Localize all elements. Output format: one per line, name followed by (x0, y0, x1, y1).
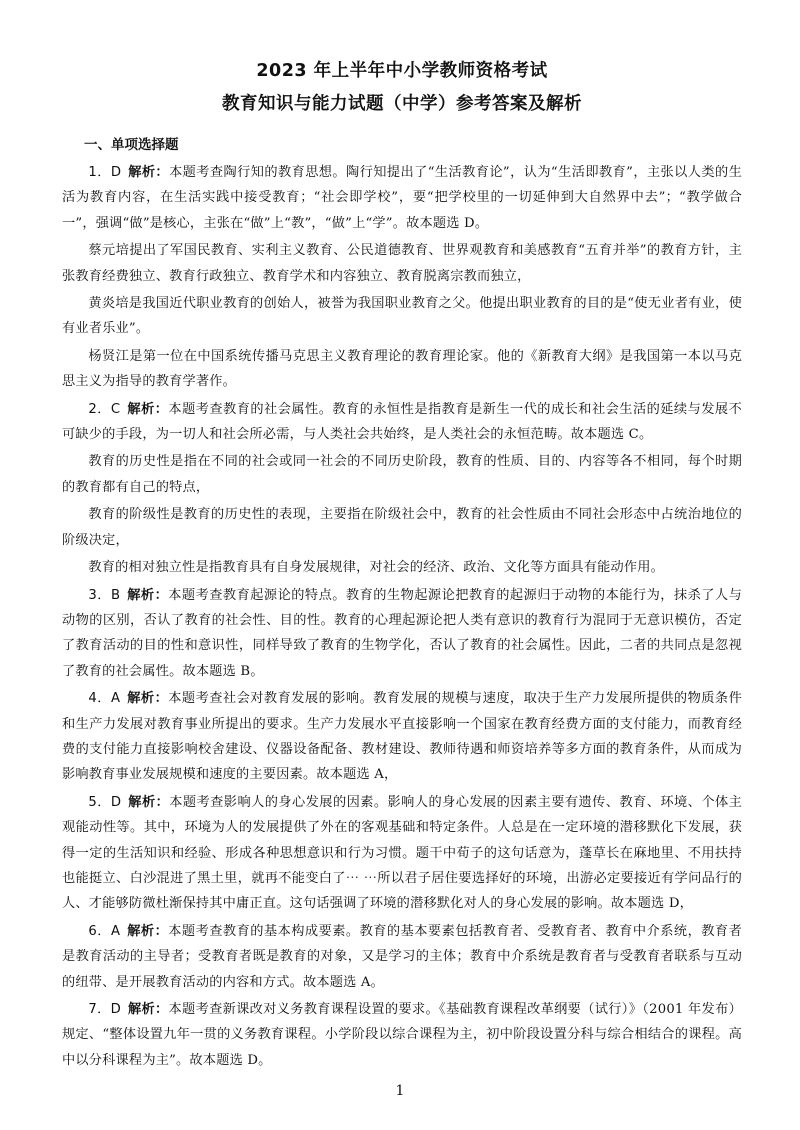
analysis-tag: 解析： (126, 691, 169, 707)
paragraph-text: 黄炎培是我国近代职业教育的创始人，被誉为我国职业教育之父。他提出职业教育的目的是“使无业者有业，使有业者乐业”。 (62, 296, 742, 337)
explanation-paragraph (62, 238, 742, 289)
answer-paragraphs (62, 160, 742, 1073)
paragraph-text: 本题考查教育的社会属性。教育的永恒性是指教育是新生一代的成长和社会生活的延续与发展不可缺少的手段，为一切人和社会所必需，与人类社会共始终，是人类社会的永恒范畴。故本题选 C。 (62, 401, 742, 443)
answer-letter: D (110, 794, 122, 810)
question-number: 5． (88, 794, 111, 810)
analysis-tag: 解析： (127, 165, 170, 180)
answer-paragraph (62, 997, 742, 1073)
answer-letter: B (110, 587, 121, 603)
answer-paragraph (62, 160, 742, 236)
paragraph-text: 教育的相对独立性是指教育具有自身发展规律，对社会的经济、政治、文化等方面具有能动作用。 (88, 560, 665, 576)
paragraph-text: 本题考查影响人的身心发展的因素。影响人的身心发展的因素主要有遗传、教育、环境、个体主观能动性等。其中，环境为人的发展提供了外在的客观基础和特定条件。人总是在一定环境的潜移默化下发展，获得一定的生活知识和经验、形成各种思想意识和行为习惯。题干中荀子的这句话意为，蓬草长在麻地里、不用扶持也能挺立、白沙混进了黑土里，就再不能变白了⋯ ⋯所以君子居住要选择好的环境，出游必定要接近有学问品行的人、才能够防微杜渐保持其中庸正直。这句话强调了环境的潜移默化对人的身心发展的影响。故本题选 D， (62, 794, 742, 912)
paragraph-text: 蔡元培提出了军国民教育、实利主义教育、公民道德教育、世界观教育和美感教育“五育并举”的教育方针，主张教育经费独立、教育行政独立、教育学术和内容独立、教育脱离宗教而独立， (62, 243, 742, 284)
explanation-paragraph (62, 502, 742, 553)
analysis-tag: 解析： (127, 1002, 169, 1017)
paragraph-text: 教育的阶级性是教育的历史性的表现，主要指在阶级社会中，教育的社会性质由不同社会形态中占统治地位的阶级决定， (62, 507, 742, 548)
analysis-tag: 解析： (126, 587, 169, 603)
explanation-paragraph (62, 449, 742, 500)
document-title-line1: 2023 年上半年中小学教师资格考试 (256, 61, 548, 81)
answer-paragraph (62, 583, 742, 685)
answer-paragraph (62, 397, 742, 448)
analysis-tag: 解析： (126, 923, 169, 939)
explanation-paragraph (62, 344, 742, 395)
question-number: 4． (88, 691, 111, 707)
paragraph-text: 杨贤江是第一位在中国系统传播马克思主义教育理论的教育理论家。他的《新教育大纲》是我国第一本以马克思主义为指导的教育学著作。 (62, 348, 742, 390)
answer-paragraph (62, 686, 742, 788)
question-number: 7． (88, 1002, 111, 1017)
paragraph-text: 本题考查新课改对义务教育课程设置的要求。《基础教育课程改革纲要（试行）》（2001 年发布）规定、“整体设置九年一贯的义务教育课程。小学阶段以综合课程为主，初中阶段设置分科与综合相结合的课程。高中以分科课程为主”。故本题选 D。 (62, 1002, 742, 1068)
answer-letter: A (110, 691, 121, 707)
answer-letter: D (110, 1002, 122, 1017)
explanation-paragraph (62, 291, 742, 342)
question-number: 1． (88, 165, 111, 180)
answer-letter: C (110, 401, 121, 417)
document-title-line2: 教育知识与能力试题（中学）参考答案及解析 (222, 94, 582, 114)
paragraph-text: 本题考查教育的基本构成要素。教育的基本要素包括教育者、受教育者、教育中介系统，教育者是教育活动的主导者；受教育者既是教育的对象，又是学习的主体；教育中介系统是教育者与受教育者联系与互动的纽带、是开展教育活动的内容和方式。故本题选 A。 (62, 923, 742, 990)
question-number: 3． (88, 587, 111, 603)
paragraph-text: 本题考查社会对教育发展的影响。教育发展的规模与速度，取决于生产力发展所提供的物质条件和生产力发展对教育事业所提出的要求。生产力发展水平直接影响一个国家在教育经费方面的支付能力，而教育经费的支付能力直接影响校舍建设、仪器设备配备、教材建设、教师待遇和师资培养等多方面的教育条件，从而成为影响教育事业发展规模和速度的主要因素。故本题选 A， (62, 691, 742, 783)
paragraph-text: 本题考查教育起源论的特点。教育的生物起源论把教育的起源归于动物的本能行为，抹杀了人与动物的区别，否认了教育的社会性、目的性。教育的心理起源论把人类有意识的教育行为混同于无意识模仿，否定了教育活动的目的性和意识性，同样导致了教育的生物学化，否认了教育的社会属性。因此，二者的共同点是忽视了教育的社会属性。故本题选 B。 (62, 587, 742, 679)
explanation-paragraph (62, 555, 742, 580)
answer-letter: A (110, 923, 121, 939)
answer-letter: D (110, 165, 122, 180)
question-number: 2． (88, 401, 111, 417)
analysis-tag: 解析： (127, 401, 169, 417)
answer-paragraph (62, 790, 742, 917)
section-heading: 一、单项选择题 (84, 137, 179, 153)
paragraph-text: 教育的历史性是指在不同的社会或同一社会的不同历史阶段，教育的性质、目的、内容等各不相同，每个时期的教育都有自己的特点， (62, 454, 742, 495)
page-number: 1 (395, 1083, 405, 1099)
analysis-tag: 解析： (128, 794, 170, 810)
paragraph-text: 本题考查陶行知的教育思想。陶行知提出了“生活教育论”，认为“生活即教育”，主张以人类的生活为教育内容，在生活实践中接受教育；“社会即学校”，要“把学校里的一切延伸到大自然界中去”；“教学做合一”，强调“做”是核心，主张在“做”上“教”，“做”上“学”。故本题选 D。 (62, 165, 743, 231)
answer-paragraph (62, 919, 742, 995)
question-number: 6． (88, 923, 111, 939)
